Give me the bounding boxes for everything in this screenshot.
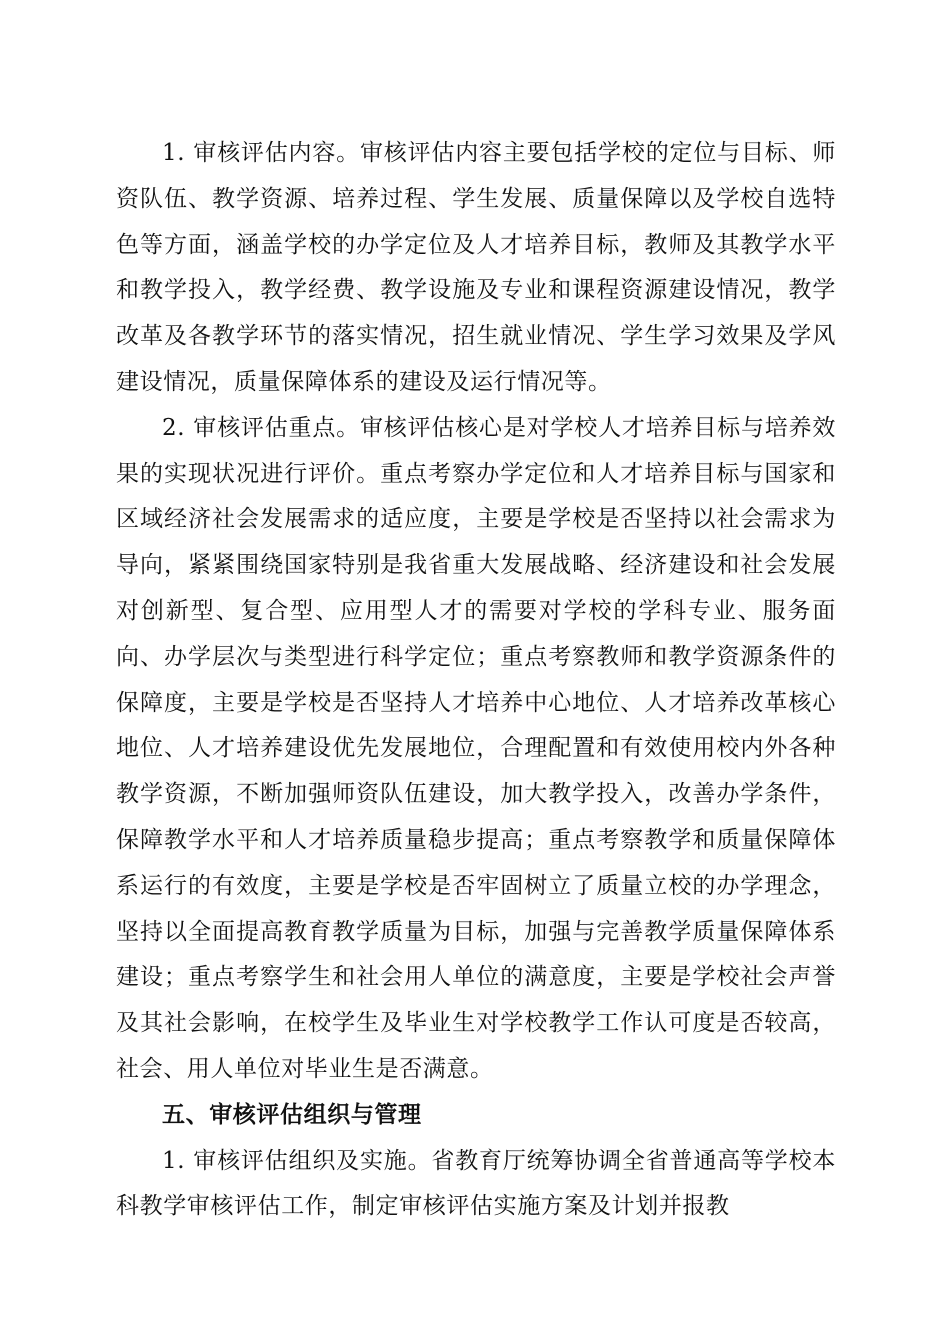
section-heading: 五、审核评估组织与管理 xyxy=(162,1101,422,1128)
paragraph-review-focus: 2. 审核评估重点。审核评估核心是对学校人才培养目标与培养效果的实现状况进行评价。重点考察办学定位和人才培养目标与国家和区域经济社会发展需求的适应度，主要是学校是否坚持以社会需求为导向，紧紧围绕国家特别是我省重大发展战略、经济建设和社会发展对创新型、复合型、应用型人才的需要对学校的学科专业、服务面向、办学层次与类型进行科学定位；重点考察教师和教学资源条件的保障度，主要是学校是否坚持人才培养中心地位、人才培养改革核心地位、人才培养建设优先发展地位，合理配置和有效使用校内外各种教学资源，不断加强师资队伍建设，加大教学投入，改善办学条件，保障教学水平和人才培养质量稳步提高；重点考察教学和质量保障体系运行的有效度，主要是学校是否牢固树立了质量立校的办学理念，坚持以全面提高教育教学质量为目标，加强与完善教学质量保障体系建设；重点考察学生和社会用人单位的满意度，主要是学校社会声誉及其社会影响，在校学生及毕业生对学校教学工作认可度是否较高，社会、用人单位对毕业生是否满意。 xyxy=(116,414,836,1082)
paragraph-review-content: 1. 审核评估内容。审核评估内容主要包括学校的定位与目标、师资队伍、教学资源、培养过程、学生发展、质量保障以及学校自选特色等方面，涵盖学校的办学定位及人才培养目标，教师及其教学水平和教学投入，教学经费、教学设施及专业和课程资源建设情况，教学改革及各教学环节的落实情况，招生就业情况、学生学习效果及学风建设情况，质量保障体系的建设及运行情况等。 xyxy=(116,140,836,395)
paragraph-organization: 1. 审核评估组织及实施。省教育厅统筹协调全省普通高等学校本科教学审核评估工作，制定审核评估实施方案及计划并报教 xyxy=(116,1147,836,1220)
document-page xyxy=(116,131,836,1230)
